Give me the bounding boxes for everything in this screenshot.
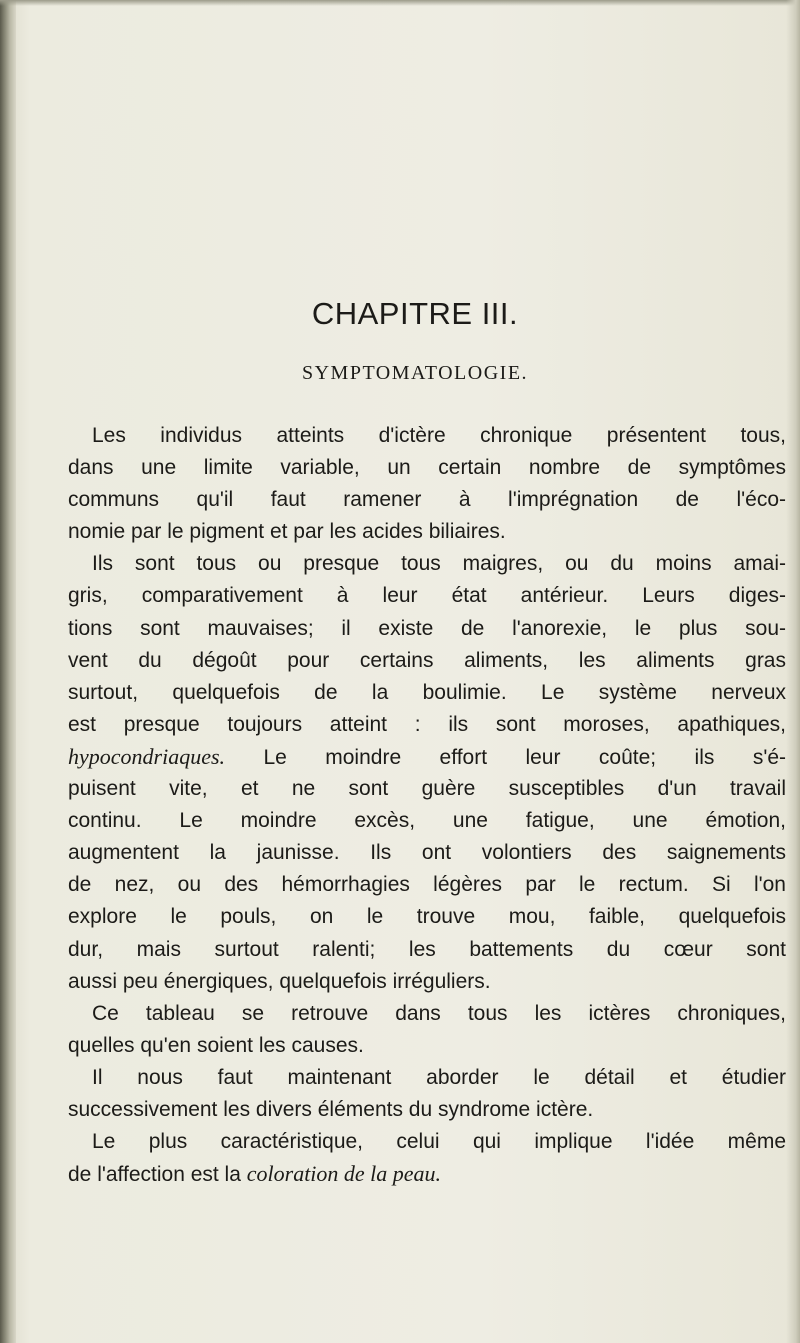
- text-line: Il nous faut maintenant aborder le détail et étudier: [92, 1065, 786, 1089]
- text-line: continu. Le moindre excès, une fatigue, une émotion,: [68, 809, 786, 833]
- chapter-title: CHAPITRE III.: [311, 296, 519, 331]
- text-line: communs qu'il faut ramener à l'imprégnation de l'éco-: [68, 488, 786, 512]
- text-line: [68, 741, 786, 773]
- italic-term: hypocondriaques.: [68, 743, 226, 769]
- text-segment: Le moindre effort leur coûte; ils s'é-: [225, 745, 786, 769]
- body-text: [68, 420, 786, 1190]
- page-right-edge: [786, 0, 800, 1343]
- page-binding-edge: [0, 0, 16, 1343]
- text-line: Les individus atteints d'ictère chronique présentent tous,: [92, 424, 786, 447]
- text-line: puisent vite, et ne sont guère susceptibles d'un travail: [68, 777, 786, 801]
- text-line: Ils sont tous ou presque tous maigres, ou du moins amai-: [92, 552, 786, 576]
- text-line: dur, mais surtout ralenti; les battements du cœur sont: [68, 937, 786, 961]
- text-line: est presque toujours atteint : ils sont moroses, apathiques,: [68, 712, 786, 736]
- text-line: Le plus caractéristique, celui qui implique l'idée même: [92, 1130, 786, 1154]
- text-line: nomie par le pigment et par les acides biliaires.: [68, 520, 506, 544]
- text-line: surtout, quelquefois de la boulimie. Le système nerveux: [68, 680, 786, 704]
- text-line: Ce tableau se retrouve dans tous les ictères chroniques,: [92, 1001, 786, 1025]
- text-line: tions sont mauvaises; il existe de l'anorexie, le plus sou-: [68, 616, 786, 640]
- text-line: dans une limite variable, un certain nombre de symptômes: [68, 456, 786, 480]
- text-line: quelles qu'en soient les causes.: [68, 1033, 364, 1057]
- text-line: gris, comparativement à leur état antérieur. Leurs diges-: [68, 584, 786, 608]
- text-line: vent du dégoût pour certains aliments, les aliments gras: [68, 648, 786, 672]
- page-top-edge: [0, 0, 800, 6]
- text-line: aussi peu énergiques, quelquefois irréguliers.: [68, 969, 491, 993]
- italic-term: coloration de la peau.: [246, 1161, 442, 1187]
- text-line: [68, 1158, 786, 1190]
- text-line: augmentent la jaunisse. Ils ont volontiers des saignements: [68, 841, 786, 865]
- section-title: SYMPTOMATOLOGIE.: [301, 362, 529, 384]
- text-segment: de l'affection est la: [68, 1163, 247, 1187]
- text-line: de nez, ou des hémorrhagies légères par le rectum. Si l'on: [68, 873, 786, 897]
- text-line: successivement les divers éléments du syndrome ictère.: [68, 1097, 594, 1121]
- text-line: explore le pouls, on le trouve mou, faible, quelquefois: [68, 905, 786, 929]
